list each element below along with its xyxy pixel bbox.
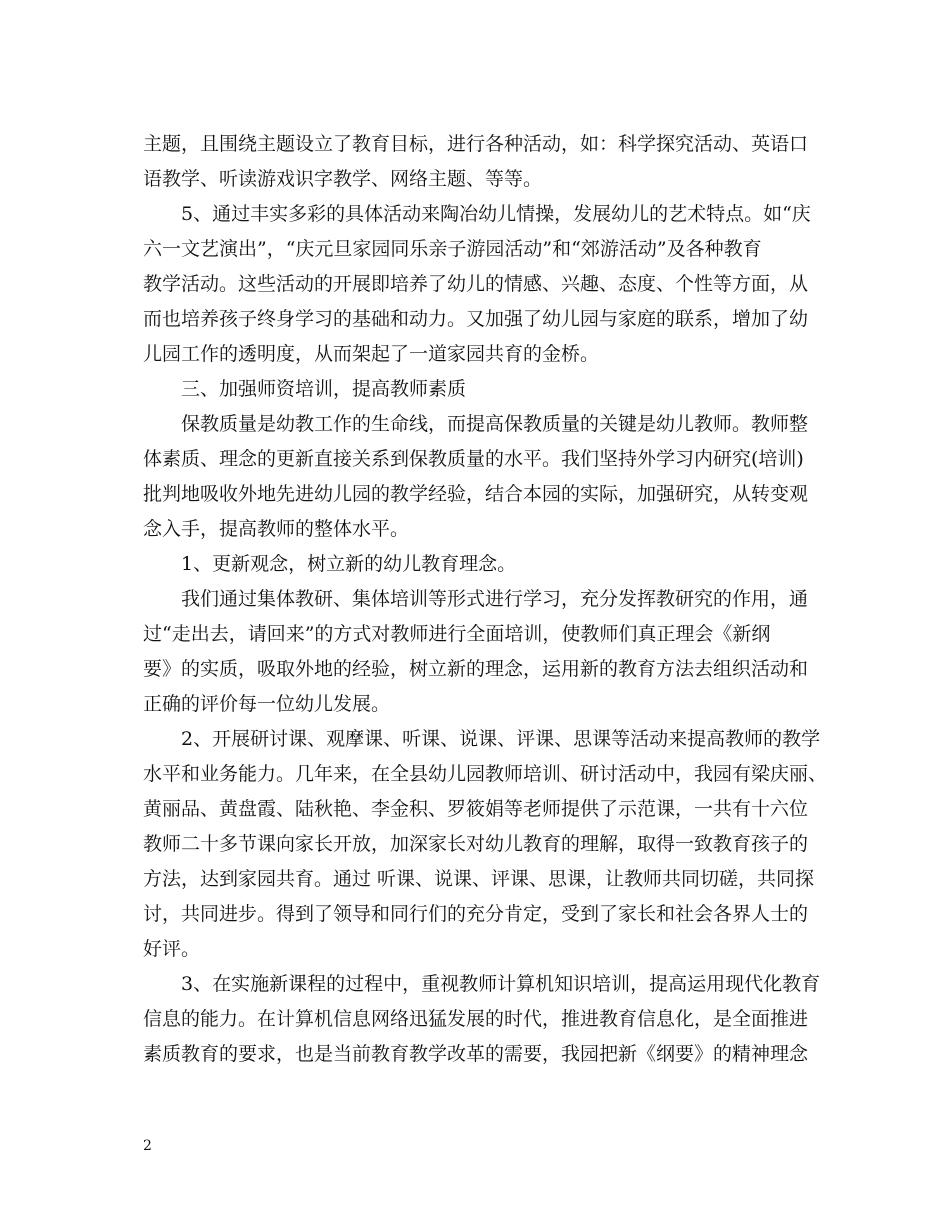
- subheading: 1、更新观念，树立新的幼儿教育理念。: [181, 553, 517, 575]
- text-line: 我们通过集体教研、集体培训等形式进行学习，充分发挥教研究的作用，通: [181, 588, 809, 610]
- text-line: 讨，共同进步。得到了领导和同行们的充分肯定，受到了家长和社会各界人士的: [143, 903, 809, 925]
- text-line: 而也培养孩子终身学习的基础和动力。又加强了幼儿园与家庭的联系，增加了幼: [143, 308, 809, 330]
- body-text: [143, 127, 828, 1072]
- text-line: 教师二十多节课向家长开放，加深家长对幼儿教育的理解，取得一致教育孩子的: [143, 833, 809, 855]
- text-line: 素质教育的要求，也是当前教育教学改革的需要，我园把新《纲要》的精神理念: [143, 1043, 809, 1065]
- text-line: 过“走出去，请回来”的方式对教师进行全面培训，使教师们真正理会《新纲: [143, 623, 771, 645]
- text-line: 水平和业务能力。几年来，在全县幼儿园教师培训、研讨活动中，我园有梁庆丽、: [143, 763, 828, 785]
- text-line: 好评。: [143, 938, 201, 960]
- text-line: 主题，且围绕主题设立了教育目标，进行各种活动，如：科学探究活动、英语口: [143, 133, 809, 155]
- text-line: 批判地吸收外地先进幼儿园的教学经验，结合本园的实际，加强研究，从转变观: [143, 483, 809, 505]
- text-line: 要》的实质，吸取外地的经验，树立新的理念，运用新的教育方法去组织活动和: [143, 658, 809, 680]
- text-line: 2、开展研讨课、观摩课、听课、说课、评课、思课等活动来提高教师的教学: [181, 728, 821, 750]
- text-line: 语教学、听读游戏识字教学、网络主题、等等。: [143, 168, 543, 190]
- text-line: 黄丽品、黄盘霞、陆秋艳、李金积、罗筱娟等老师提供了示范课，一共有十六位: [143, 798, 809, 820]
- text-line: 3、在实施新课程的过程中，重视教师计算机知识培训，提高运用现代化教育: [181, 973, 821, 995]
- text-line: 正确的评价每一位幼儿发展。: [143, 693, 391, 715]
- text-line: 体素质、理念的更新直接关系到保教质量的水平。我们坚持外学习内研究(培训): [143, 448, 804, 470]
- text-line: 教学活动。这些活动的开展即培养了幼儿的情感、兴趣、态度、个性等方面，从: [143, 273, 809, 295]
- text-line: 信息的能力。在计算机信息网络迅猛发展的时代，推进教育信息化，是全面推进: [143, 1008, 809, 1030]
- text-line: 六一文艺演出”，“庆元旦家园同乐亲子游园活动”和“郊游活动”及各种教育: [143, 238, 762, 260]
- section-heading: 三、加强师资培训，提高教师素质: [181, 378, 467, 400]
- text-line: 方法，达到家园共育。通过 听课、说课、评课、思课，让教师共同切磋，共同探: [143, 868, 815, 890]
- text-line: 保教质量是幼教工作的生命线，而提高保教质量的关键是幼儿教师。教师整: [181, 413, 809, 435]
- page-number: 2: [143, 1138, 152, 1154]
- text-line: 5、通过丰实多彩的具体活动来陶冶幼儿情操，发展幼儿的艺术特点。如“庆: [181, 203, 811, 225]
- text-line: 念入手，提高教师的整体水平。: [143, 518, 410, 540]
- text-line: 儿园工作的透明度，从而架起了一道家园共育的金桥。: [143, 343, 600, 365]
